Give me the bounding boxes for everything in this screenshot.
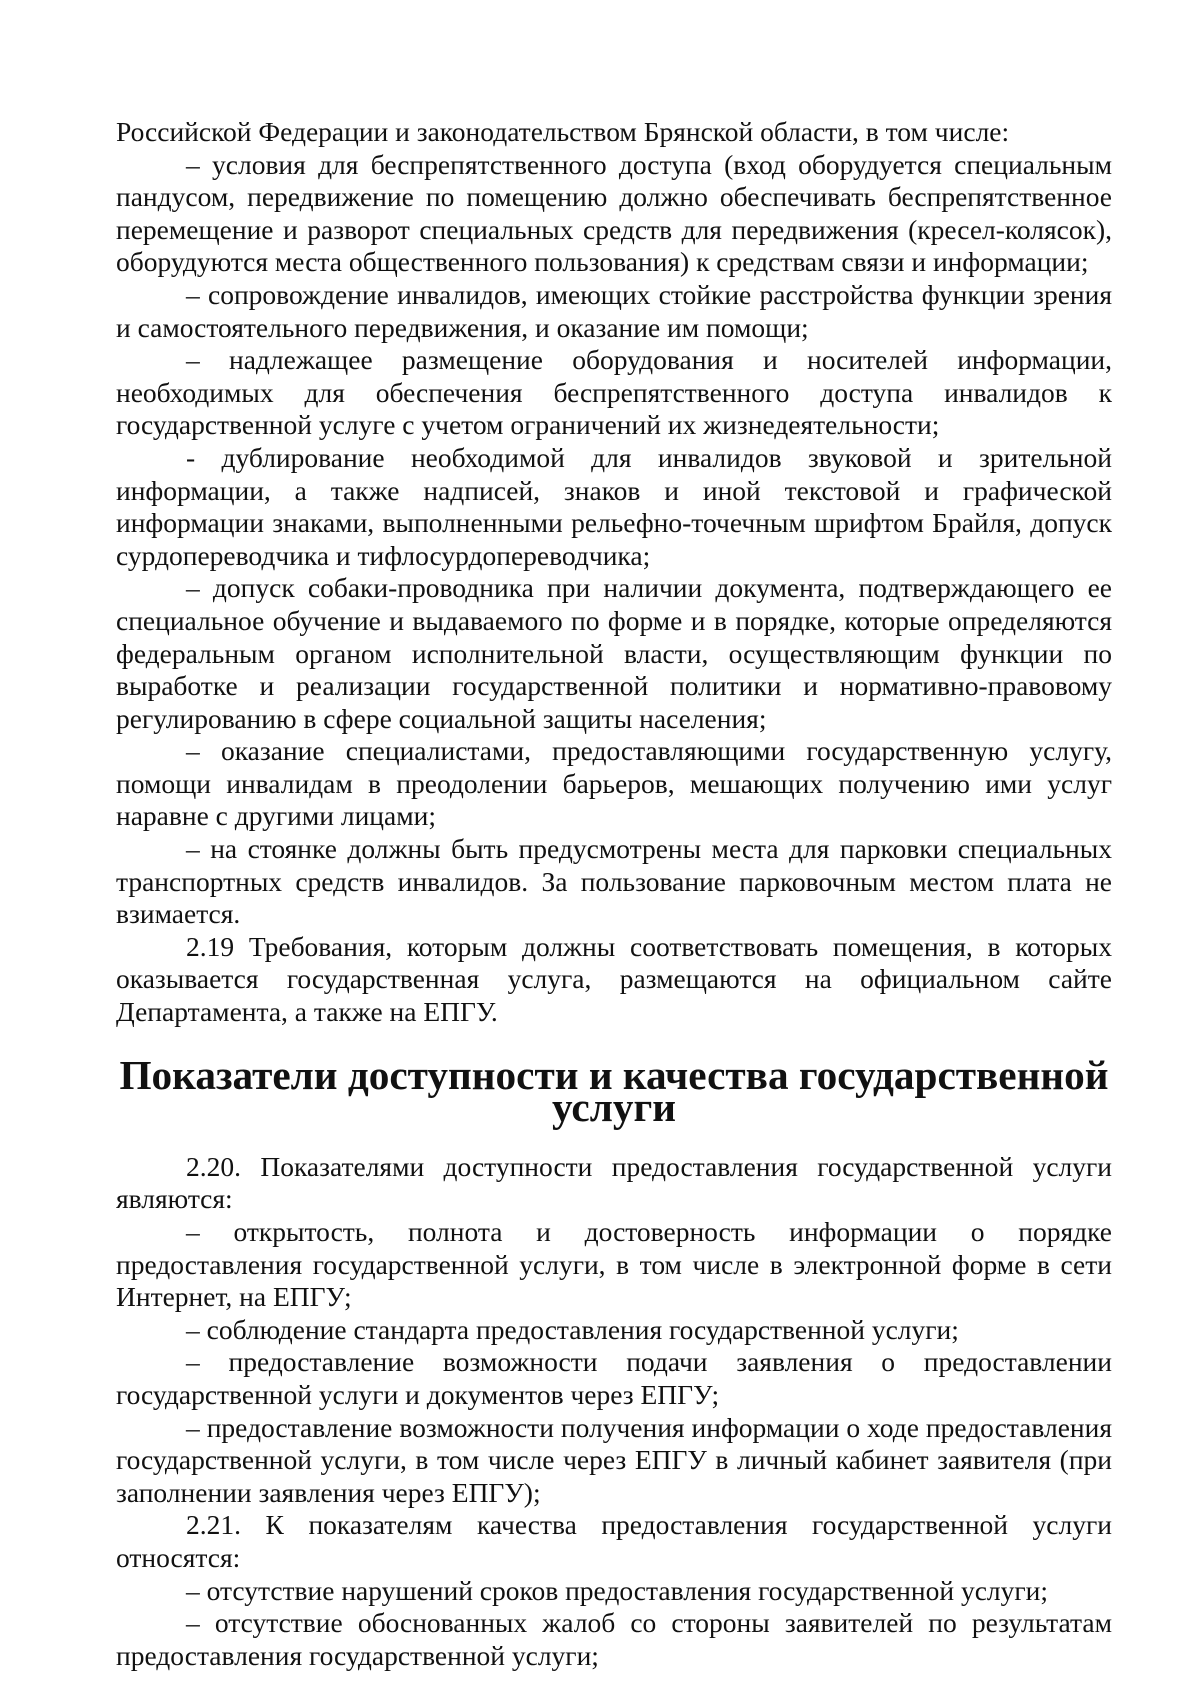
- paragraph-2-20: 2.20. Показателями доступности предоставления государственной услуги являются:: [116, 1150, 1112, 1215]
- paragraph-no-violations: – отсутствие нарушений сроков предоставления государственной услуги;: [186, 1574, 1049, 1606]
- paragraph-continuation: Российской Федерации и законодательством Брянской области, в том числе:: [116, 116, 1010, 147]
- paragraph-application-submission: – предоставление возможности подачи заявления о предоставлении государственной услуги и документов через ЕПГУ;: [116, 1346, 1112, 1410]
- paragraph-openness: – открытость, полнота и достоверность информации о порядке предоставления государственной услуги, в том числе в электронной форме в сети Интернет, на ЕПГУ;: [116, 1216, 1112, 1313]
- paragraph-duplication: - дублирование необходимой для инвалидов звуковой и зрительной информации, а также надписей, знаков и иной текстовой и графической информации знаками, выполненными рельефно-точечным шрифтом Брайля, допуск сурдопереводчика и тифлосурдопереводчика;: [116, 441, 1112, 571]
- paragraph-specialist-assistance: – оказание специалистами, предоставляющими государственную услугу, помощи инвалидам в преодолении барьеров, мешающих получению ими услуг наравне с другими лицами;: [116, 735, 1112, 832]
- paragraph-guide-dog: – допуск собаки-проводника при наличии документа, подтверждающего ее специальное обучение и выдаваемого по форме и в порядке, которые определяются федеральным органом исполнительной власти, осуществляющим функции по выработке и реализации государственной политики и нормативно-правовому регулированию в сфере социальной защиты населения;: [116, 572, 1112, 734]
- paragraph-equipment-placement: – надлежащее размещение оборудования и носителей информации, необходимых для обеспечения беспрепятственного доступа инвалидов к государственной услуге с учетом ограничений их жизнедеятельности;: [116, 344, 1112, 441]
- paragraph-status-information: – предоставление возможности получения информации о ходе предоставления государственной услуги, в том числе через ЕПГУ в личный кабинет заявителя (при заполнении заявления через ЕПГУ);: [116, 1411, 1112, 1508]
- paragraph-2-19: 2.19 Требования, которым должны соответствовать помещения, в которых оказывается государственная услуга, размещаются на официальном сайте Департамента, а также на ЕПГУ.: [116, 930, 1112, 1028]
- paragraph-standard-compliance: – соблюдение стандарта предоставления государственной услуги;: [186, 1313, 959, 1345]
- section-heading: Показатели доступности и качества государственной услуги: [119, 1051, 1109, 1131]
- paragraph-escort: – сопровождение инвалидов, имеющих стойкие расстройства функции зрения и самостоятельного передвижения, и оказание им помощи;: [116, 278, 1112, 343]
- paragraph-2-21: 2.21. К показателям качества предоставления государственной услуги относятся:: [116, 1509, 1112, 1573]
- paragraph-access-conditions: – условия для беспрепятственного доступа (вход оборудуется специальным пандусом, передвижение по помещению должно обеспечивать беспрепятственное перемещение и разворот специальных средств для передвижения (кресел-колясок), оборудуются места общественного пользования) к средствам связи и информации;: [116, 148, 1112, 278]
- paragraph-parking: – на стоянке должны быть предусмотрены места для парковки специальных транспортных средств инвалидов. За пользование парковочным местом плата не взимается.: [116, 833, 1112, 930]
- paragraph-no-complaints: – отсутствие обоснованных жалоб со стороны заявителей по результатам предоставления государственной услуги;: [116, 1607, 1112, 1671]
